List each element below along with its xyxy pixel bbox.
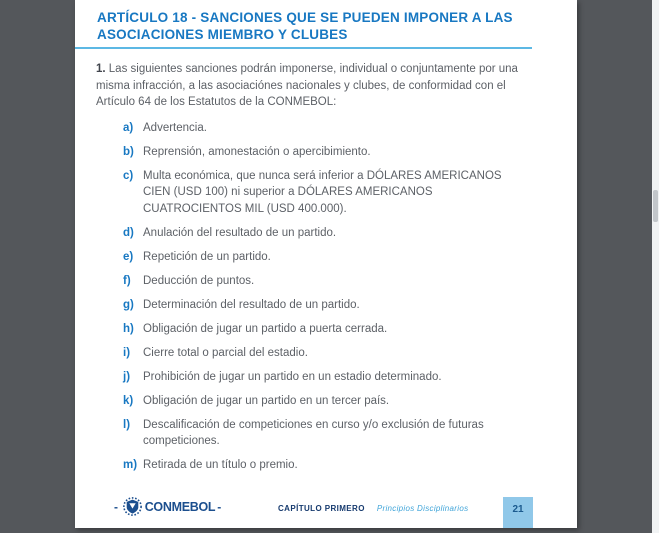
list-item-letter: g)	[123, 298, 134, 311]
list-item-text: Obligación de jugar un partido en un tercer país.	[143, 394, 390, 407]
list-item-text: Cierre total o parcial del estadio.	[143, 346, 308, 359]
list-item-text: Determinación del resultado de un partido.	[143, 298, 360, 311]
list-item	[123, 393, 577, 410]
list-item-letter: j)	[123, 370, 131, 383]
document-page	[75, 0, 577, 528]
conmebol-logo	[112, 496, 223, 517]
list-item	[123, 249, 577, 266]
list-item	[123, 144, 577, 161]
list-item-text: Obligación de jugar un partido a puerta cerrada.	[143, 322, 388, 335]
list-item-letter: b)	[123, 145, 134, 158]
list-item	[123, 417, 577, 450]
list-item	[123, 297, 577, 314]
list-item-letter: d)	[123, 226, 134, 239]
intro-number: 1.	[96, 63, 106, 75]
list-item-text: Multa económica, que nunca será inferior a DÓLARES AMERICANOS CIEN (USD 100) ni superior a DÓLARES AMERICANOS CUATROCIENTOS MIL (USD 400.000).	[143, 169, 502, 215]
list-item-letter: f)	[123, 274, 131, 287]
scrollbar-thumb[interactable]	[653, 190, 658, 222]
list-item	[123, 369, 577, 386]
page-number-badge: 21	[503, 497, 533, 528]
list-item-letter: k)	[123, 394, 134, 407]
list-item-text: Anulación del resultado de un partido.	[143, 226, 337, 239]
list-item-letter: c)	[123, 169, 134, 182]
heading-divider	[75, 47, 532, 49]
list-item	[123, 168, 577, 218]
logo-left-dash: -	[114, 499, 118, 514]
list-item-text: Prohibición de jugar un partido en un estadio determinado.	[143, 370, 442, 383]
list-item-text: Retirada de un título o premio.	[143, 459, 298, 471]
section-label: Principios Disciplinarios	[376, 504, 469, 513]
list-item-letter: h)	[123, 322, 134, 335]
list-item-text: Reprensión, amonestación o apercibimiento.	[143, 145, 371, 158]
list-item-letter: a)	[123, 121, 134, 134]
logo-right-dash: -	[217, 499, 221, 514]
list-item	[123, 345, 577, 362]
list-item-text: Descalificación de competiciones en curso y/o exclusión de futuras competiciones.	[143, 418, 484, 447]
sanction-list	[123, 120, 577, 474]
chapter-label: CAPÍTULO PRIMERO	[278, 504, 365, 513]
intro-paragraph	[96, 61, 546, 111]
list-item	[123, 273, 577, 290]
list-item-letter: l)	[123, 418, 131, 431]
list-item-text: Advertencia.	[143, 121, 207, 134]
list-item-letter: e)	[123, 250, 134, 263]
article-heading: ARTÍCULO 18 - SANCIONES QUE SE PUEDEN IMPONER A LAS ASOCIACIONES MIEMBRO Y CLUBES	[97, 10, 513, 42]
footer-breadcrumb	[278, 504, 468, 513]
scrollbar-track[interactable]	[652, 0, 659, 533]
list-item	[123, 120, 577, 137]
logo-wordmark: CONMEBOL	[144, 499, 216, 514]
intro-text: Las siguientes sanciones podrán imponerse, individual o conjuntamente por una misma infracción, a las asociaciónes nacionales y clubes, de conformidad con el Artículo 64 de los Estatutos de la CONMEBOL:	[96, 63, 518, 108]
conmebol-shield-icon	[123, 496, 142, 517]
list-item-text: Deducción de puntos.	[143, 274, 255, 287]
list-item	[123, 457, 577, 474]
page-footer	[75, 494, 577, 528]
list-item	[123, 225, 577, 242]
list-item-letter: i)	[123, 346, 131, 359]
list-item-text: Repetición de un partido.	[143, 250, 271, 263]
list-item	[123, 321, 577, 338]
list-item-letter: m)	[123, 459, 138, 471]
